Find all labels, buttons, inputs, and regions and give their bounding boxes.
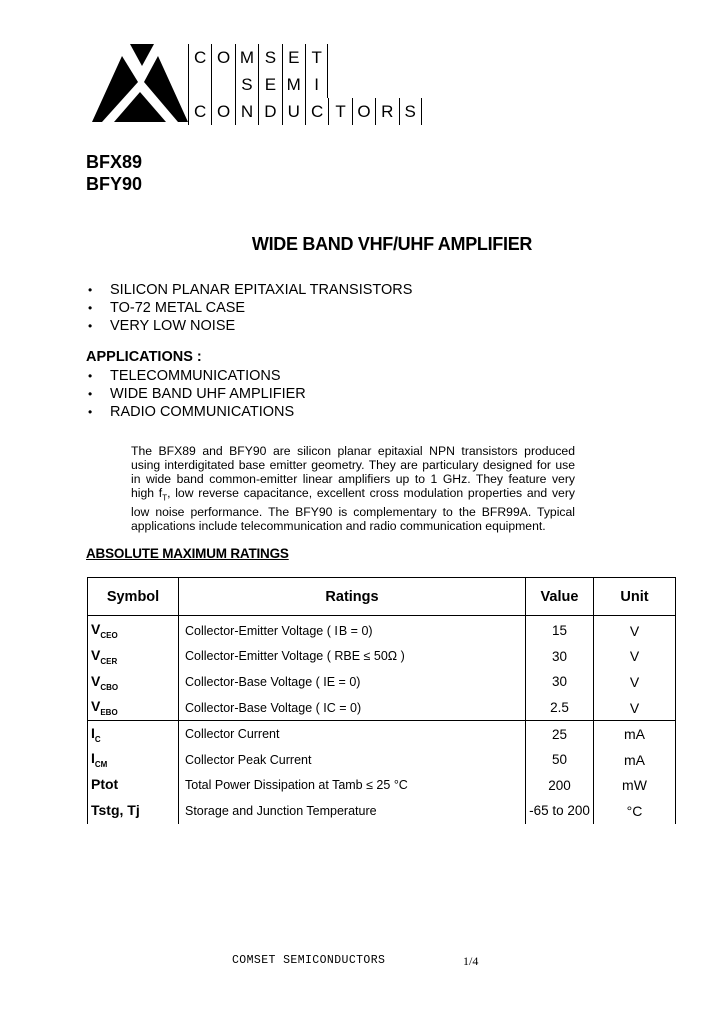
part-number-1: BFX89 (86, 152, 143, 172)
value-cell: 2.5 (526, 695, 594, 721)
symbol-subscript: CBO (100, 682, 119, 692)
list-item (86, 281, 412, 299)
wordmark-row-3 (188, 98, 422, 125)
unit-cell: mA (594, 721, 676, 747)
symbol-cell (88, 773, 179, 799)
value-cell: 50 (526, 747, 594, 773)
unit-header: Unit (594, 578, 676, 616)
features-list (86, 281, 412, 335)
value-cell: 25 (526, 721, 594, 747)
ratings-heading: ABSOLUTE MAXIMUM RATINGS (86, 546, 289, 561)
list-item (86, 299, 412, 317)
description-text: , low reverse capacitance, excellent cross modulation properties and very low noise performance. The BFY90 is complementary to the BFR99A. Typical applications include telecommunication and radio communication equipment. (131, 486, 575, 534)
unit-cell: V (594, 695, 676, 721)
bullet-icon: • (88, 387, 93, 401)
unit-cell: V (594, 644, 676, 670)
wordmark-letter: D (258, 98, 281, 125)
wordmark-letter: U (282, 98, 305, 125)
rating-cell: Collector-Emitter Voltage ( RBE ≤ 50Ω ) (179, 644, 526, 670)
wordmark-letter: O (352, 98, 375, 125)
symbol-cell (88, 721, 179, 747)
symbol-subscript: CEO (100, 631, 118, 641)
wordmark-letter (188, 71, 211, 98)
bullet-icon: • (88, 301, 93, 315)
bullet-icon: • (88, 405, 93, 419)
table-row (88, 669, 676, 695)
description-subscript: T (162, 493, 168, 503)
value-cell: 30 (526, 644, 594, 670)
wordmark-letter: E (282, 44, 305, 71)
symbol-text: V (91, 672, 101, 689)
description-text: The BFX89 and BFY90 are silicon planar epitaxial NPN transistors produced using interdigitated base emitter geometry. They are particulary designed for use in wide band common-emitter linear amplifiers up to 1 GHz. They feature very high f (131, 444, 575, 500)
rating-cell: Collector-Base Voltage ( IC = 0) (179, 695, 526, 721)
wordmark-letter: T (328, 98, 351, 125)
symbol-text: V (91, 698, 101, 715)
value-cell: 200 (526, 773, 594, 799)
unit-cell: V (594, 669, 676, 695)
description-paragraph (131, 444, 575, 533)
wordmark-letter: C (305, 98, 328, 125)
ratings-header: Ratings (179, 578, 526, 616)
unit-cell: mA (594, 747, 676, 773)
bullet-icon: • (88, 369, 93, 383)
wordmark-letter: S (258, 44, 281, 71)
wordmark-letter: M (235, 44, 258, 71)
table-row (88, 644, 676, 670)
list-item (86, 317, 412, 335)
list-item-text: TO-72 METAL CASE (110, 300, 246, 316)
symbol-cell (88, 616, 179, 644)
table-row (88, 695, 676, 721)
list-item (86, 367, 306, 385)
wordmark-letter: O (211, 44, 234, 71)
unit-cell: mW (594, 773, 676, 799)
wordmark-letter: S (235, 71, 258, 98)
rating-cell: Collector Peak Current (179, 747, 526, 773)
wordmark-letter: R (375, 98, 398, 125)
list-item (86, 403, 306, 421)
list-item-text: VERY LOW NOISE (110, 318, 236, 334)
rating-cell: Storage and Junction Temperature (179, 798, 526, 824)
list-item-text: TELECOMMUNICATIONS (110, 368, 281, 384)
list-item-text: SILICON PLANAR EPITAXIAL TRANSISTORS (110, 282, 413, 298)
table-header-row (88, 578, 676, 616)
symbol-cell (88, 695, 179, 721)
page-title: WIDE BAND VHF/UHF AMPLIFIER (251, 234, 533, 254)
symbol-text: I (91, 750, 95, 767)
unit-cell: V (594, 616, 676, 644)
value-cell: 30 (526, 669, 594, 695)
ratings-table (87, 577, 675, 824)
company-wordmark (188, 44, 422, 125)
value-cell: 15 (526, 616, 594, 644)
wordmark-letter: M (282, 71, 305, 98)
symbol-subscript: EBO (100, 707, 118, 717)
value-header: Value (526, 578, 594, 616)
wordmark-letter: O (211, 98, 234, 125)
rating-cell: Total Power Dissipation at Tamb ≤ 25 °C (179, 773, 526, 799)
table-row (88, 721, 676, 747)
table-row (88, 616, 676, 644)
page-number: 1/4 (463, 954, 479, 968)
symbol-subscript: CM (94, 760, 108, 770)
wordmark-letter: S (399, 98, 422, 125)
list-item (86, 385, 306, 403)
symbol-text: Tstg, Tj (91, 801, 140, 818)
table-row (88, 747, 676, 773)
wordmark-letter: N (235, 98, 258, 125)
wordmark-row-2 (188, 71, 422, 98)
comset-logo-icon (92, 42, 188, 124)
symbol-text: V (91, 621, 101, 638)
value-cell: -65 to 200 (526, 798, 594, 824)
symbol-subscript: CER (100, 656, 118, 666)
list-item-text: WIDE BAND UHF AMPLIFIER (110, 386, 306, 402)
symbol-cell (88, 644, 179, 670)
table-row (88, 798, 676, 824)
rating-cell: Collector Current (179, 721, 526, 747)
symbol-cell (88, 747, 179, 773)
wordmark-letter: C (188, 44, 211, 71)
table-row (88, 773, 676, 799)
symbol-header: Symbol (88, 578, 179, 616)
list-item-text: RADIO COMMUNICATIONS (110, 404, 295, 420)
symbol-text: I (91, 724, 95, 741)
rating-cell: Collector-Emitter Voltage ( I B = 0) (179, 616, 526, 644)
bullet-icon: • (88, 319, 93, 333)
applications-list (86, 367, 306, 421)
symbol-cell (88, 669, 179, 695)
rating-cell: Collector-Base Voltage ( IE = 0) (179, 669, 526, 695)
bullet-icon: • (88, 283, 93, 297)
wordmark-letter (211, 71, 234, 98)
wordmark-letter: T (305, 44, 328, 71)
symbol-text: V (91, 646, 101, 663)
symbol-text: Ptot (91, 775, 119, 792)
wordmark-letter: C (188, 98, 211, 125)
part-number-2: BFY90 (86, 174, 143, 194)
wordmark-row-1 (188, 44, 422, 71)
wordmark-letter: I (305, 71, 328, 98)
wordmark-letter: E (258, 71, 281, 98)
unit-cell: °C (594, 798, 676, 824)
symbol-subscript: C (94, 734, 101, 744)
footer-company: COMSET SEMICONDUCTORS (232, 954, 386, 967)
symbol-cell (88, 798, 179, 824)
applications-heading: APPLICATIONS : (86, 349, 202, 365)
